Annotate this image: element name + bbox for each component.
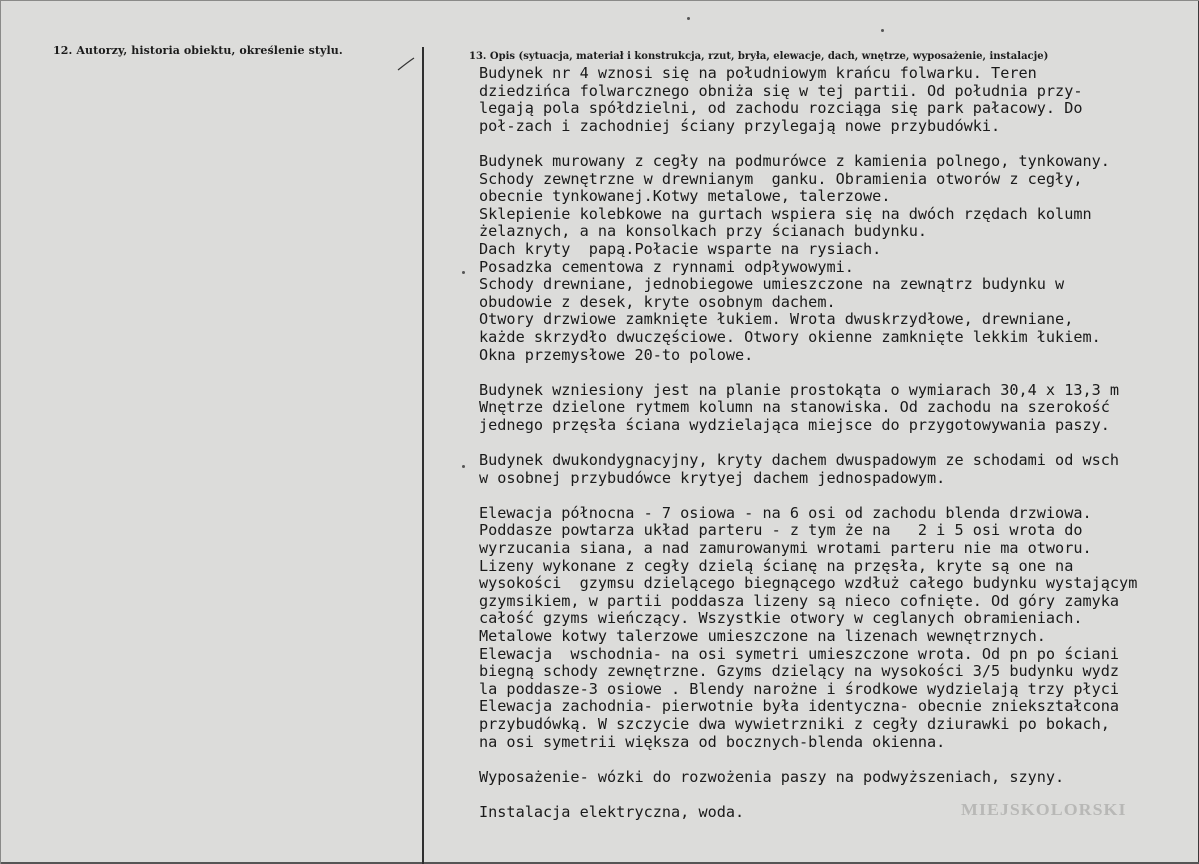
faded-stamp: MIEJSKOLORSKI	[961, 800, 1127, 819]
section-12-heading: 12. Autorzy, historia obiektu, określenie stylu.	[53, 44, 343, 57]
text-line: Metalowe kotwy talerzowe umieszczone na lizenach wewnętrznych.	[479, 627, 1046, 645]
text-line: Poddasze powtarza układ parteru - z tym że na 2 i 5 osi wrota do	[479, 521, 1083, 540]
text-line: Lizeny wykonane z cegły dzielą ścianę na przęsła, kryte są one na	[479, 556, 1074, 575]
speck	[881, 29, 884, 32]
paragraph-gap	[479, 434, 1199, 452]
text-line: Schody zewnętrzne w drewnianym ganku. Obramienia otworów z cegły,	[479, 169, 1083, 188]
text-line: obudowie z desek, kryte osobnym dachem.	[479, 292, 836, 311]
description-body	[479, 65, 1199, 822]
text-line: dziedzińca folwarcznego obniża się w tej partii. Od południa przy-	[479, 81, 1083, 100]
paragraph-gap	[479, 487, 1199, 505]
paragraph-gap	[479, 751, 1199, 769]
speck	[687, 17, 690, 20]
paragraph-gap	[479, 364, 1199, 382]
text-line: Budynek murowany z cegły na podmurówce z kamienia polnego, tynkowany.	[479, 151, 1110, 170]
text-line: wyrzucania siana, a nad zamurowanymi wrotami parteru nie ma otworu.	[479, 539, 1092, 558]
text-line: Posadzka cementowa z rynnami odpływowymi.	[479, 257, 854, 276]
text-line: gzymsikiem, w partii poddasza lizeny są nieco cofnięte. Od góry zamyka	[479, 591, 1120, 610]
text-line: Wyposażenie- wózki do rozwożenia paszy na podwyższeniach, szyny.	[479, 767, 1065, 786]
text-line: żelaznych, a na konsolkach przy ścianach budynku.	[479, 222, 928, 241]
text-line: przybudówką. W szczycie dwa wywietrzniki z cegły dziurawki po bokach,	[479, 714, 1110, 733]
speck	[462, 271, 465, 274]
text-line: Dach kryty papą.Połacie wsparte na rysiach.	[479, 239, 882, 258]
column-divider	[422, 47, 424, 864]
text-line: całość gzyms wieńczący. Wszystkie otwory w ceglanych obramieniach.	[479, 609, 1083, 628]
paragraph-gap	[479, 135, 1199, 153]
text-line: Budynek dwukondygnacyjny, kryty dachem dwuspadowym ze schodami od wsch	[479, 451, 1120, 470]
text-line: Elewacja północna - 7 osiowa - na 6 osi od zachodu blenda drzwiowa.	[479, 503, 1092, 522]
pen-tick-mark	[397, 57, 415, 71]
text-line: Schody drewniane, jednobiegowe umieszczone na zewnątrz budynku w	[479, 275, 1065, 294]
text-line: Elewacja zachodnia- pierwotnie była identyczna- obecnie zniekształcona	[479, 697, 1120, 716]
text-line: Elewacja wschodnia- na osi symetri umieszczone wrota. Od pn po ściani	[479, 644, 1120, 663]
section-13-heading: 13. Opis (sytuacja, materiał i konstrukcja, rzut, bryła, elewacje, dach, wnętrze, wyposażenie, instalacje)	[469, 51, 1049, 62]
text-line: w osobnej przybudówce krytyej dachem jednospadowym.	[479, 468, 946, 487]
text-line: na osi symetrii większa od bocznych-blenda okienna.	[479, 732, 946, 751]
text-line: wysokości gzymsu dzielącego biegnącego wzdłuż całego budynku wystającym	[479, 574, 1138, 593]
text-line: jednego przęsła ściana wydzielająca miejsce do przygotowywania paszy.	[479, 415, 1110, 434]
text-line: legają pola spółdzielni, od zachodu rozciąga się park pałacowy. Do	[479, 99, 1083, 118]
text-line: każde skrzydło dwuczęściowe. Otwory okienne zamknięte lekkim łukiem.	[479, 327, 1101, 346]
text-line: Wnętrze dzielone rytmem kolumn na stanowiska. Od zachodu na szerokość	[479, 398, 1110, 417]
text-line: Budynek wzniesiony jest na planie prostokąta o wymiarach 30,4 x 13,3 m	[479, 380, 1120, 399]
text-line: Instalacja elektryczna, woda.	[479, 802, 745, 821]
text-line: Otwory drzwiowe zamknięte łukiem. Wrota dwuskrzydłowe, drewniane,	[479, 310, 1074, 329]
text-line: biegną schody zewnętrzne. Gzyms dzielący na wysokości 3/5 budynku wydz	[479, 662, 1120, 681]
text-line: la poddasze-3 osiowe . Blendy narożne i środkowe wydzielają trzy płyci	[479, 679, 1120, 698]
text-line: obecnie tynkowanej.Kotwy metalowe, talerzowe.	[479, 187, 891, 206]
text-line: poł-zach i zachodniej ściany przylegają nowe przybudówki.	[479, 116, 1001, 135]
text-line: Okna przemysłowe 20-to polowe.	[479, 345, 754, 364]
speck	[462, 465, 465, 468]
text-line: Sklepienie kolebkowe na gurtach wspiera się na dwóch rzędach kolumn	[479, 204, 1092, 223]
text-line: Budynek nr 4 wznosi się na południowym krańcu folwarku. Teren	[479, 65, 1037, 82]
